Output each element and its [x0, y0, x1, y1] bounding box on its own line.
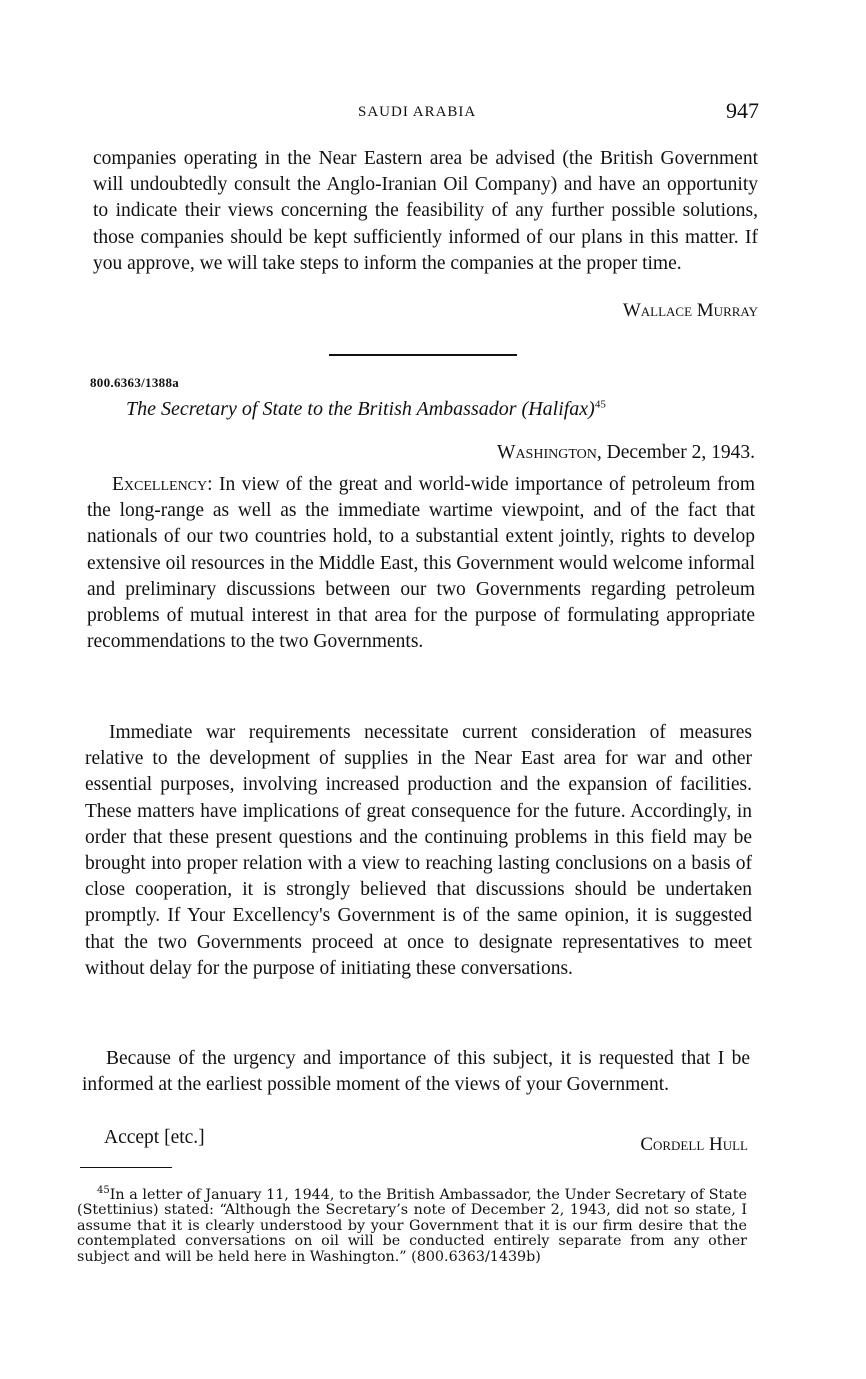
letter-paragraph-1-text: : In view of the great and world-wide importance of petroleum from the long-range as well as the immediate wartime viewpoint, and of the fact that nationals of our two countries hold, to a substantial extent jointly, rights to develop extensive oil resources in the Middle East, this Government would welcome informal and preliminary discussions between our two Governments regarding petroleum problems of mutual interest in that area for the purpose of formulating appropriate recommendations to the two Governments.: [87, 474, 755, 653]
section-divider: [329, 354, 517, 356]
letter-signature: Cordell Hull: [640, 1134, 748, 1155]
document-file-number: 800.6363/1388a: [90, 375, 180, 390]
footnote-number: 45: [97, 1185, 110, 1196]
running-head: SAUDI ARABIA: [358, 104, 477, 120]
document-heading: [126, 398, 606, 421]
document-heading-text: The Secretary of State to the British Ambassador (Halifax): [126, 398, 595, 420]
footnote-reference: 45: [594, 398, 606, 411]
letter-closing: Accept [etc.]: [104, 1127, 205, 1148]
dateline-place: Washington: [497, 442, 597, 463]
memo-paragraph: companies operating in the Near Eastern area be advised (the British Government will undoubtedly consult the Anglo-Iranian Oil Company) and have an opportunity to indicate their views concerning the feasibility of any further possible solutions, those companies should be kept sufficiently informed of our plans in this matter. If you approve, we will take steps to inform the companies at the proper time.: [93, 148, 758, 274]
dateline-date: , December 2, 1943.: [596, 442, 755, 463]
letter-paragraph-1: [87, 472, 755, 655]
letter-paragraph-3: Because of the urgency and importance of this subject, it is requested that I be informed at the earliest possible moment of the views of your Government.: [82, 1048, 750, 1096]
letter-paragraph-2: Immediate war requirements necessitate current consideration of measures relative to the development of supplies in the Near East area for war and other essential purposes, involving increased production and the expansion of facilities. These matters have implications of great consequence for the future. Accordingly, in order that these present questions and the continuing problems in this field may be brought into proper relation with a view to reaching lasting conclusions on a basis of close cooperation, it is strongly believed that discussions should be undertaken promptly. If Your Excellency's Government is of the same opinion, it is suggested that the two Governments proceed at once to designate representatives to meet without delay for the purpose of initiating these conversations.: [85, 722, 752, 979]
memo-signature: Wallace Murray: [622, 300, 758, 321]
dateline: [497, 442, 755, 464]
salutation: Excellency: [112, 474, 208, 495]
footnote-divider: [80, 1167, 172, 1168]
footnote-text: In a letter of January 11, 1944, to the British Ambassador, the Under Secretary of State (Stettinius) stated: “Although the Secretary’s note of December 2, 1943, did not so state, I assume that it is clearly understood by your Government that it is our firm desire that the contemplated conversations on oil will be conducted entirely separate from any other subject and will be held here in Washington.” (800.6363/1439b): [77, 1186, 747, 1265]
page-number: 947: [726, 98, 759, 123]
footnote: [77, 1183, 747, 1265]
